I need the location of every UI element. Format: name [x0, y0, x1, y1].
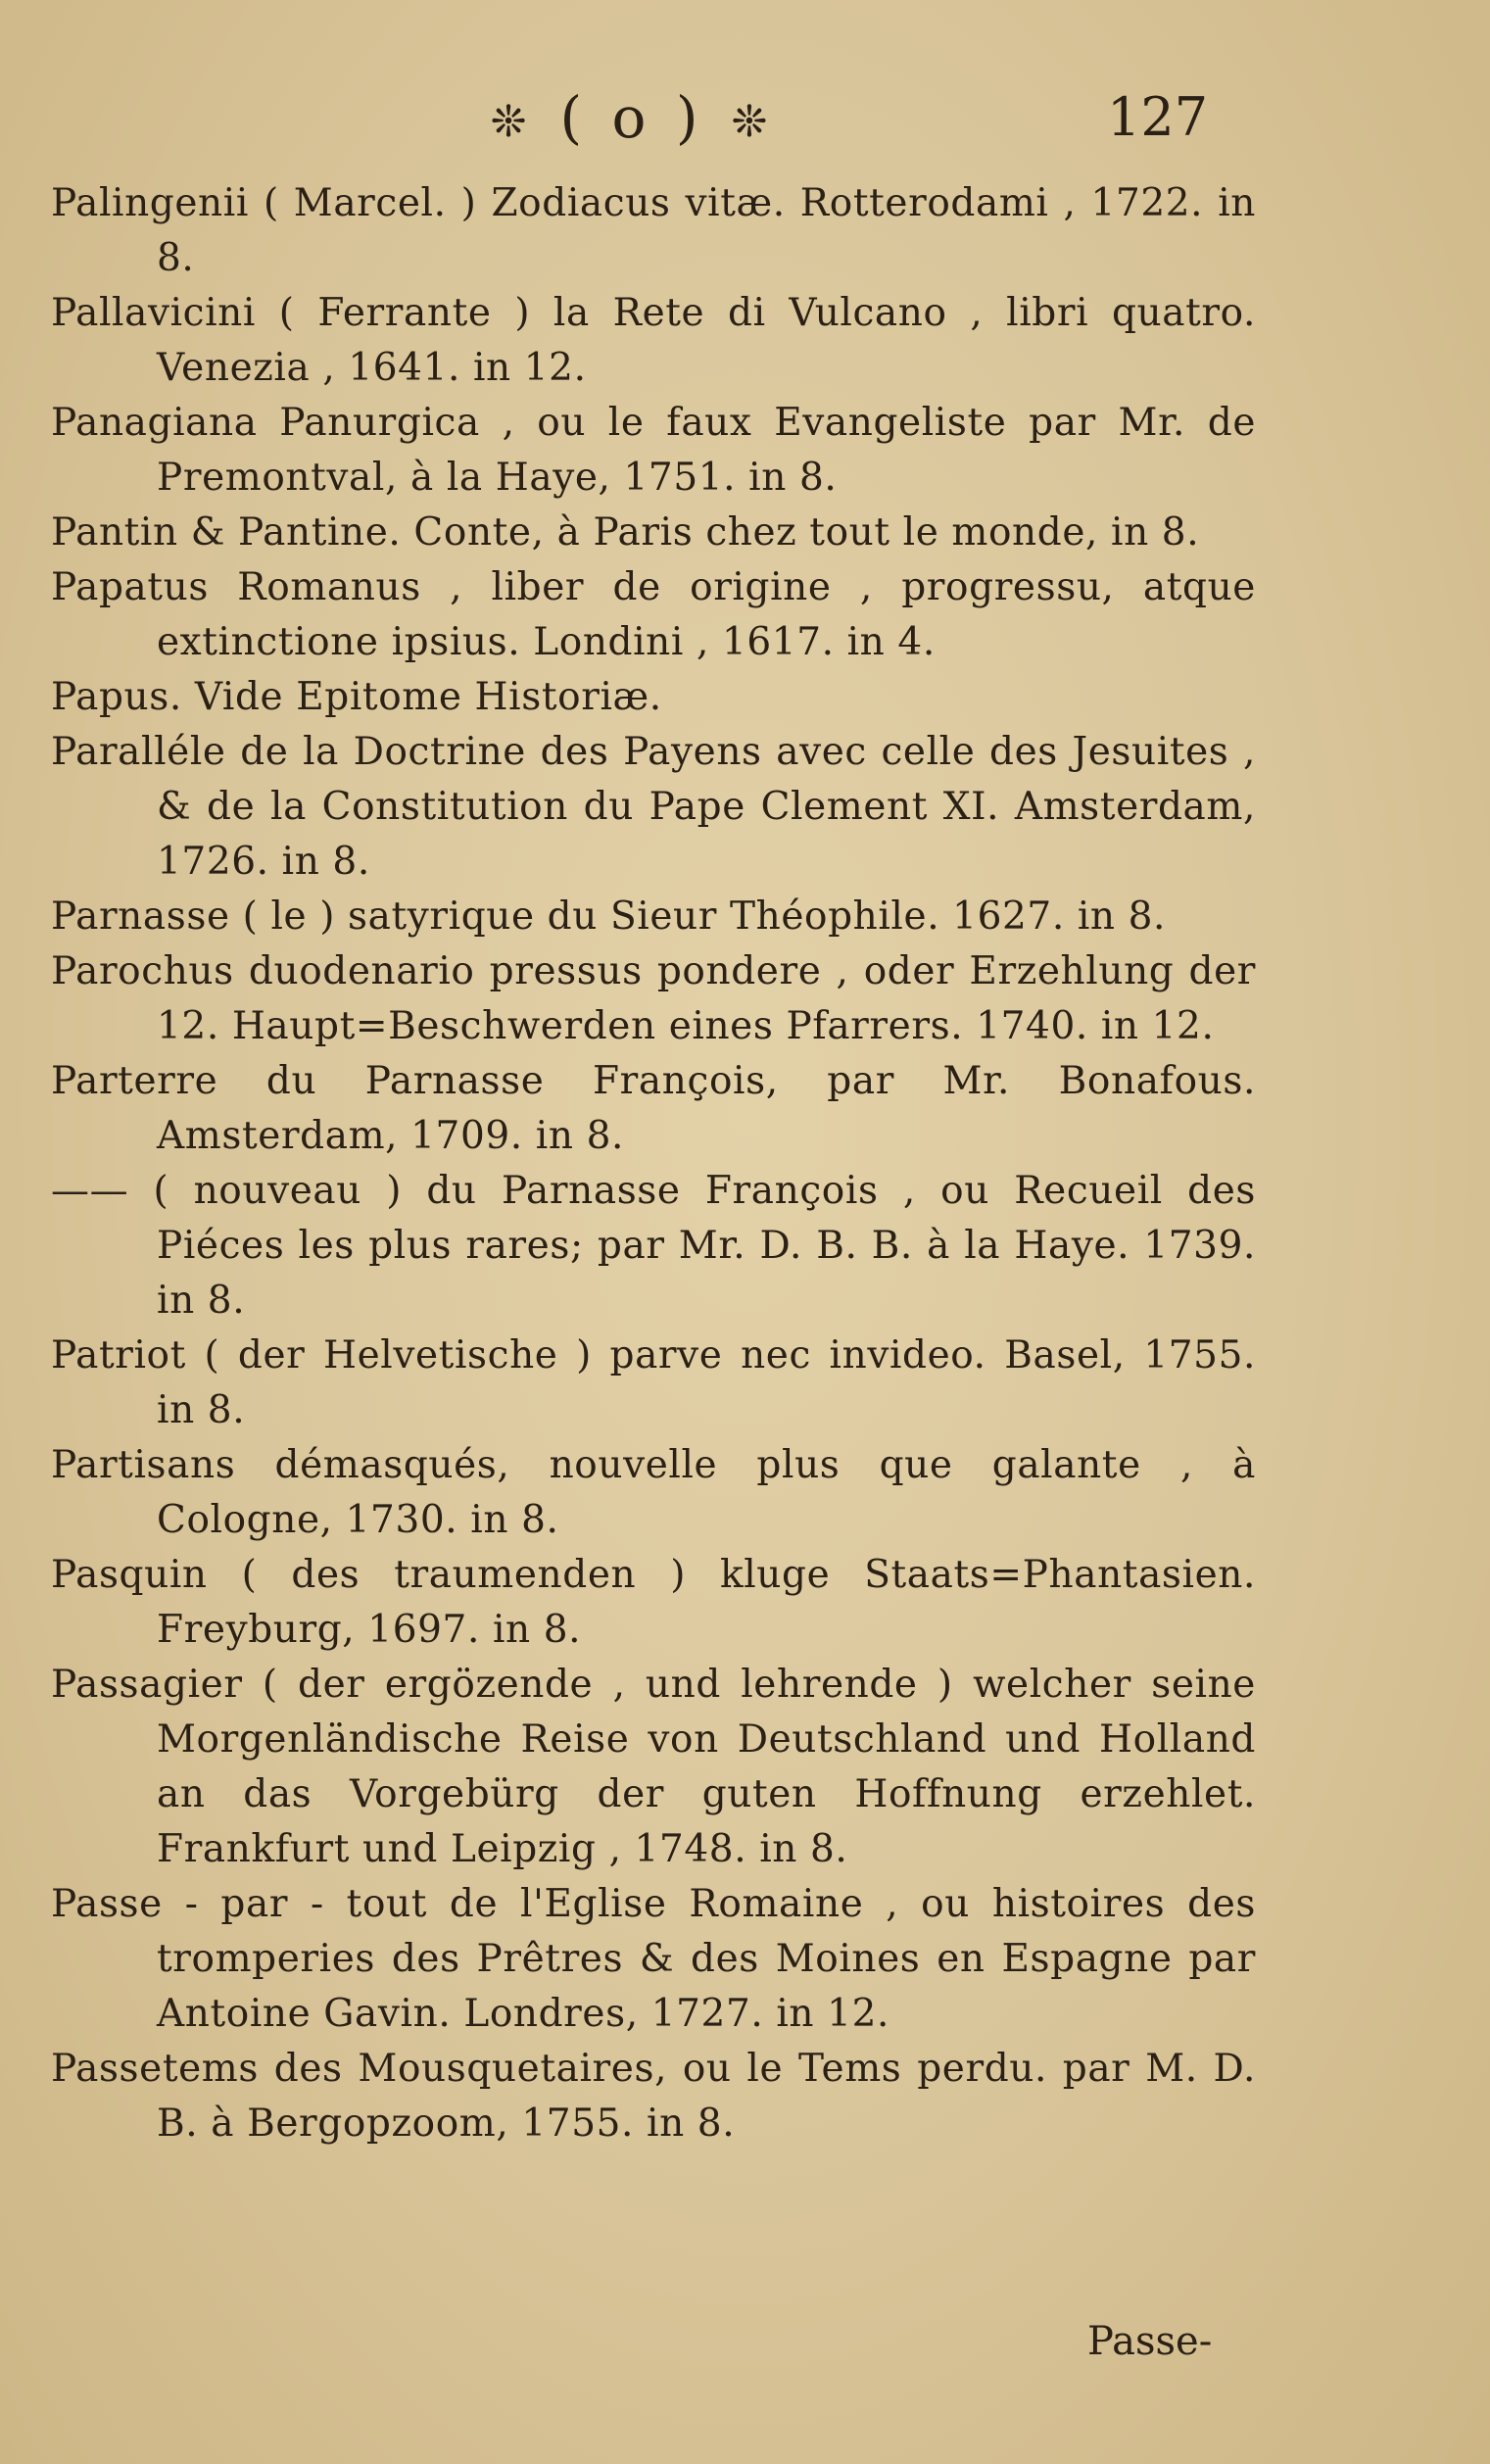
catalog-entry: Passetems des Mousquetaires, ou le Tems perdu. par M. D. B. à Bergopzoom, 1755. in 8. [51, 2047, 1256, 2146]
ornament-right-icon: ❊ [731, 96, 774, 147]
header-title: ( o ) [559, 84, 704, 151]
catalog-entry: Partisans démasqués, nouvelle plus que galante , à Cologne, 1730. in 8. [51, 1443, 1256, 1542]
catalog-entry: Parterre du Parnasse François, par Mr. Bonafous. Amsterdam, 1709. in 8. [51, 1059, 1256, 1158]
catalog-entry: Papus. Vide Epitome Historiæ. [51, 675, 662, 719]
catalog-entry: Patriot ( der Helvetische ) parve nec invideo. Basel, 1755. in 8. [51, 1333, 1256, 1432]
catalog-entry: Papatus Romanus , liber de origine , progressu, atque extinctione ipsius. Londini , 1617. in 4. [51, 565, 1256, 664]
catalog-entry: —— ( nouveau ) du Parnasse François , ou Recueil des Piéces les plus rares; par Mr. D. B. B. à la Haye. 1739. in 8. [51, 1169, 1256, 1323]
catalog-entry: Pallavicini ( Ferrante ) la Rete di Vulcano , libri quatro. Venezia , 1641. in 12. [51, 291, 1256, 390]
catalog-entry: Pantin & Pantine. Conte, à Paris chez tout le monde, in 8. [51, 510, 1200, 555]
catalog-entry: Pasquin ( des traumenden ) kluge Staats=Phantasien. Freyburg, 1697. in 8. [51, 1553, 1256, 1652]
catalog-entry: Paralléle de la Doctrine des Payens avec celle des Jesuites , & de la Constitution du Pape Clement XI. Amsterdam, 1726. in 8. [51, 730, 1256, 884]
catalog-entry: Parnasse ( le ) satyrique du Sieur Théophile. 1627. in 8. [51, 894, 1167, 939]
header-title-group [421, 78, 842, 162]
catchword: Passe- [1087, 2319, 1213, 2364]
catalog-entries [51, 176, 1256, 2151]
ornament-left-icon: ❊ [490, 96, 533, 147]
catalog-entry: Parochus duodenario pressus pondere , oder Erzehlung der 12. Haupt=Beschwerden eines Pfarrers. 1740. in 12. [51, 949, 1256, 1048]
catalog-entry: Passe - par - tout de l'Eglise Romaine , ou histoires des tromperies des Prêtres & des Moines en Espagne par Antoine Gavin. Londres, 1727. in 12. [51, 1882, 1256, 2036]
page-header [0, 78, 1490, 157]
page-number: 127 [1107, 86, 1209, 148]
catalog-entry: Passagier ( der ergözende , und lehrende ) welcher seine Morgenländische Reise von Deutschland und Holland an das Vorgebürg der guten Hoffnung erzehlet. Frankfurt und Leipzig , 1748. in 8. [51, 1663, 1256, 1871]
catalog-entry: Panagiana Panurgica , ou le faux Evangeliste par Mr. de Premontval, à la Haye, 1751. in 8. [51, 401, 1256, 500]
catalog-entry: Palingenii ( Marcel. ) Zodiacus vitæ. Rotterodami , 1722. in 8. [51, 181, 1256, 280]
